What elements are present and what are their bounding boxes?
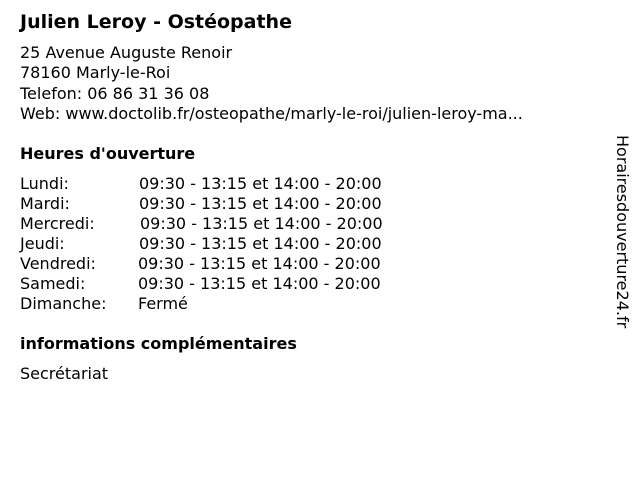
address-street: 25 Avenue Auguste Renoir xyxy=(20,43,233,62)
day-hours: Fermé xyxy=(138,294,188,313)
contact-block xyxy=(20,43,523,124)
additional-info-heading: informations complémentaires xyxy=(20,334,297,353)
phone-number: Telefon: 06 86 31 36 08 xyxy=(20,83,210,103)
additional-info-text: Secrétariat xyxy=(20,364,109,383)
opening-hours-heading: Heures d'ouverture xyxy=(20,144,196,163)
day-hours: 09:30 - 13:15 et 14:00 - 20:00 xyxy=(139,234,382,253)
site-watermark: Horairesdouverture24.fr xyxy=(613,135,632,329)
day-hours: 09:30 - 13:15 et 14:00 - 20:00 xyxy=(139,174,382,193)
day-hours: 09:30 - 13:15 et 14:00 - 20:00 xyxy=(138,274,381,293)
business-title: Julien Leroy - Ostéopathe xyxy=(20,11,292,33)
day-hours: 09:30 - 13:15 et 14:00 - 20:00 xyxy=(138,254,381,273)
day-label: Lundi: xyxy=(20,174,69,193)
day-hours: 09:30 - 13:15 et 14:00 - 20:00 xyxy=(139,194,382,213)
website-link[interactable]: Web: www.doctolib.fr/osteopathe/marly-le-roi/julien-leroy-ma... xyxy=(20,103,523,123)
day-label: Vendredi: xyxy=(20,254,96,273)
day-label: Samedi: xyxy=(20,274,86,293)
day-label: Mardi: xyxy=(20,194,70,213)
day-label: Mercredi: xyxy=(20,214,95,233)
day-hours: 09:30 - 13:15 et 14:00 - 20:00 xyxy=(140,214,383,233)
day-label: Jeudi: xyxy=(20,234,65,253)
day-label: Dimanche: xyxy=(20,294,107,313)
address-city: 78160 Marly-le-Roi xyxy=(20,63,171,83)
